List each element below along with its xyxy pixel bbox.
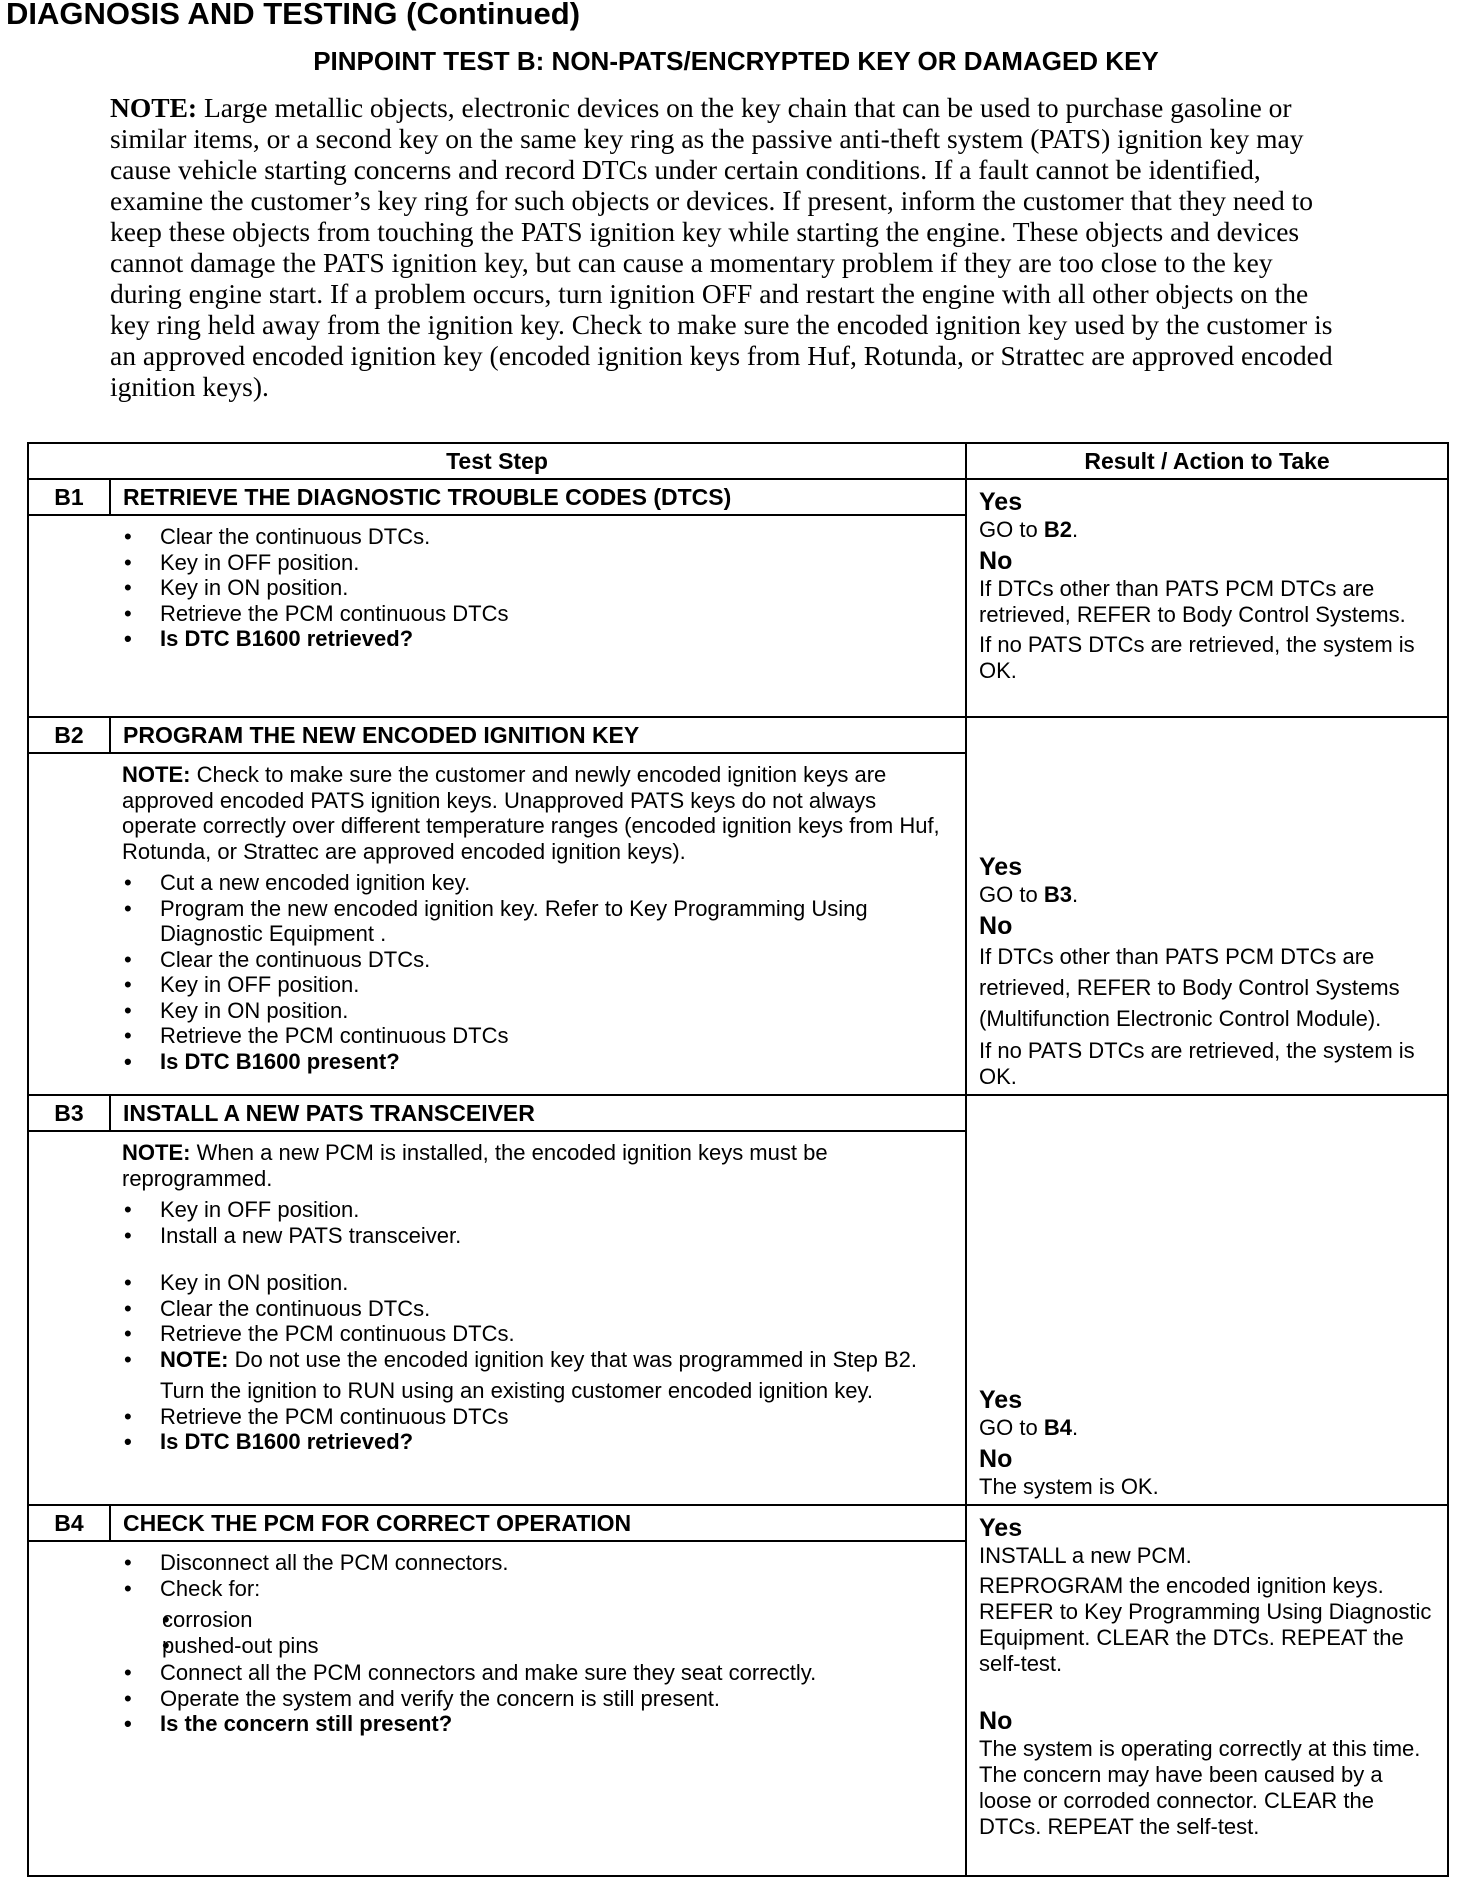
check-for-sublist — [160, 1607, 955, 1658]
no-action: The system is OK. — [979, 1474, 1159, 1499]
no-action: If DTCs other than PATS PCM DTCs are retrieved, REFER to Body Control Systems (Multifunction Electronic Control Module). — [979, 944, 1400, 1031]
step-b1-result — [966, 479, 1448, 717]
list-item: • Key in OFF position. — [122, 550, 955, 576]
no-action: If DTCs other than PATS PCM DTCs are retrieved, REFER to Body Control Systems. — [979, 576, 1406, 627]
test-step-header: Test Step — [28, 443, 966, 479]
yes-label: Yes — [979, 1514, 1023, 1542]
list-item: • Cut a new encoded ignition key. — [122, 870, 955, 896]
yes-action-detail: REPROGRAM the encoded ignition keys. REFER to Key Programming Using Diagnostic Equipment. CLEAR the DTCs. REPEAT the self-test. — [979, 1573, 1432, 1676]
yes-action: GO to B3. — [979, 882, 1079, 907]
table-header-row — [28, 443, 1448, 479]
list-item: • Key in ON position. — [122, 575, 955, 601]
step-checklist — [122, 1550, 955, 1737]
step-id: B3 — [28, 1095, 110, 1131]
list-item-subtext: Turn the ignition to RUN using an existing customer encoded ignition key. — [160, 1378, 873, 1403]
no-action-note: If no PATS DTCs are retrieved, the system is OK. — [979, 632, 1415, 683]
step-checklist — [122, 524, 955, 652]
step-title: PROGRAM THE NEW ENCODED IGNITION KEY — [110, 717, 966, 753]
step-b2-body — [110, 753, 966, 1095]
step-b3-body — [110, 1131, 966, 1505]
step-b2-result — [966, 717, 1448, 1095]
no-label: No — [979, 547, 1013, 575]
list-item-question: • Is DTC B1600 present? — [122, 1049, 955, 1075]
list-item: • Key in OFF position. — [122, 972, 955, 998]
list-item: • Program the new encoded ignition key. Refer to Key Programming Using Diagnostic Equipment . — [122, 896, 955, 947]
list-item-question: • Is DTC B1600 retrieved? — [122, 1429, 955, 1455]
list-item: • Install a new PATS transceiver. — [122, 1223, 955, 1249]
intro-note — [110, 92, 1340, 402]
step-id: B1 — [28, 479, 110, 515]
list-item: • Retrieve the PCM continuous DTCs — [122, 1023, 955, 1049]
list-item: • Clear the continuous DTCs. — [122, 1296, 955, 1322]
step-b4-body — [110, 1541, 966, 1876]
step-checklist — [122, 1270, 955, 1455]
step-title: RETRIEVE THE DIAGNOSTIC TROUBLE CODES (DTCS) — [110, 479, 966, 515]
sub-list-item: • pushed-out pins — [160, 1633, 955, 1659]
result-header: Result / Action to Take — [966, 443, 1448, 479]
step-b3-title-row — [28, 1095, 1448, 1131]
sub-list-item: • corrosion — [160, 1607, 955, 1633]
list-item: • Retrieve the PCM continuous DTCs — [122, 1404, 955, 1430]
list-item-note: • NOTE: Do not use the encoded ignition key that was programmed in Step B2. Turn the ignition to RUN using an existing customer encoded ignition key. — [122, 1347, 955, 1404]
list-item: • Connect all the PCM connectors and make sure they seat correctly. — [122, 1660, 955, 1686]
no-action-note: If no PATS DTCs are retrieved, the system is OK. — [979, 1038, 1415, 1089]
section-title: DIAGNOSIS AND TESTING (Continued) — [6, 0, 581, 31]
step-b4-title-row — [28, 1505, 1448, 1541]
yes-label: Yes — [979, 488, 1023, 516]
list-item: • Check for: • corrosion • pushed-out pins — [122, 1576, 955, 1659]
step-note: NOTE: When a new PCM is installed, the encoded ignition keys must be reprogrammed. — [122, 1140, 828, 1191]
step-b4-result — [966, 1505, 1448, 1876]
step-note: NOTE: Check to make sure the customer and newly encoded ignition keys are approved encoded PATS ignition keys. Unapproved PATS keys do not always operate correctly over different temperature ranges (encoded ignition keys from Huf, Rotunda, or Strattec are approved encoded ignition keys). — [122, 762, 940, 864]
step-gutter — [28, 753, 110, 1095]
goto-step-link: B2 — [1043, 517, 1072, 542]
yes-action: GO to B4. — [979, 1415, 1079, 1440]
list-item: • Key in ON position. — [122, 998, 955, 1024]
yes-action: INSTALL a new PCM. — [979, 1543, 1192, 1568]
step-id: B2 — [28, 717, 110, 753]
goto-step-link: B3 — [1043, 882, 1072, 907]
step-b1-body — [110, 515, 966, 717]
step-b3-result — [966, 1095, 1448, 1505]
no-label: No — [979, 912, 1013, 940]
list-item: • Operate the system and verify the concern is still present. — [122, 1686, 955, 1712]
list-item: • Clear the continuous DTCs. — [122, 947, 955, 973]
step-gutter — [28, 515, 110, 717]
yes-label: Yes — [979, 853, 1023, 881]
step-title: INSTALL A NEW PATS TRANSCEIVER — [110, 1095, 966, 1131]
no-action: The system is operating correctly at this time. The concern may have been caused by a loose or corroded connector. CLEAR the DTCs. REPEAT the self-test. — [979, 1736, 1421, 1839]
step-gutter — [28, 1131, 110, 1505]
no-label: No — [979, 1445, 1013, 1473]
no-label: No — [979, 1707, 1013, 1735]
yes-label: Yes — [979, 1386, 1023, 1414]
step-b2-title-row — [28, 717, 1448, 753]
pinpoint-test-title: PINPOINT TEST B: NON-PATS/ENCRYPTED KEY OR DAMAGED KEY — [313, 46, 1159, 76]
list-item: • Key in ON position. — [122, 1270, 955, 1296]
intro-note-label: NOTE: — [110, 92, 198, 123]
list-item: • Key in OFF position. — [122, 1197, 955, 1223]
step-title: CHECK THE PCM FOR CORRECT OPERATION — [110, 1505, 966, 1541]
yes-action: GO to B2. — [979, 517, 1079, 542]
list-item-question: • Is DTC B1600 retrieved? — [122, 626, 955, 652]
list-item: • Clear the continuous DTCs. — [122, 524, 955, 550]
list-item-question: • Is the concern still present? — [122, 1711, 955, 1737]
step-b1-title-row — [28, 479, 1448, 515]
list-item: • Retrieve the PCM continuous DTCs. — [122, 1321, 955, 1347]
goto-step-link: B4 — [1043, 1415, 1072, 1440]
step-gutter — [28, 1541, 110, 1876]
pinpoint-test-table — [27, 442, 1449, 1877]
step-checklist — [122, 1197, 955, 1248]
list-item: • Disconnect all the PCM connectors. — [122, 1550, 955, 1576]
step-id: B4 — [28, 1505, 110, 1541]
step-checklist — [122, 870, 955, 1074]
list-item: • Retrieve the PCM continuous DTCs — [122, 601, 955, 627]
intro-note-text: Large metallic objects, electronic devices on the key chain that can be used to purchase gasoline or similar items, or a second key on the same key ring as the passive anti-theft system (PATS) ignition key may cause vehicle starting concerns and record DTCs under certain conditions. If a fault cannot be identified, examine the customer’s key ring for such objects or devices. If present, inform the customer that they need to keep these objects from touching the PATS ignition key while starting the engine. These objects and devices cannot damage the PATS ignition key, but can cause a momentary problem if they are too close to the key during engine start. If a problem occurs, turn ignition OFF and restart the engine with all other objects on the key ring held away from the ignition key. Check to make sure the encoded ignition key used by the customer is an approved encoded ignition key (encoded ignition keys from Huf, Rotunda, or Strattec are approved encoded ignition keys). — [110, 92, 1333, 402]
